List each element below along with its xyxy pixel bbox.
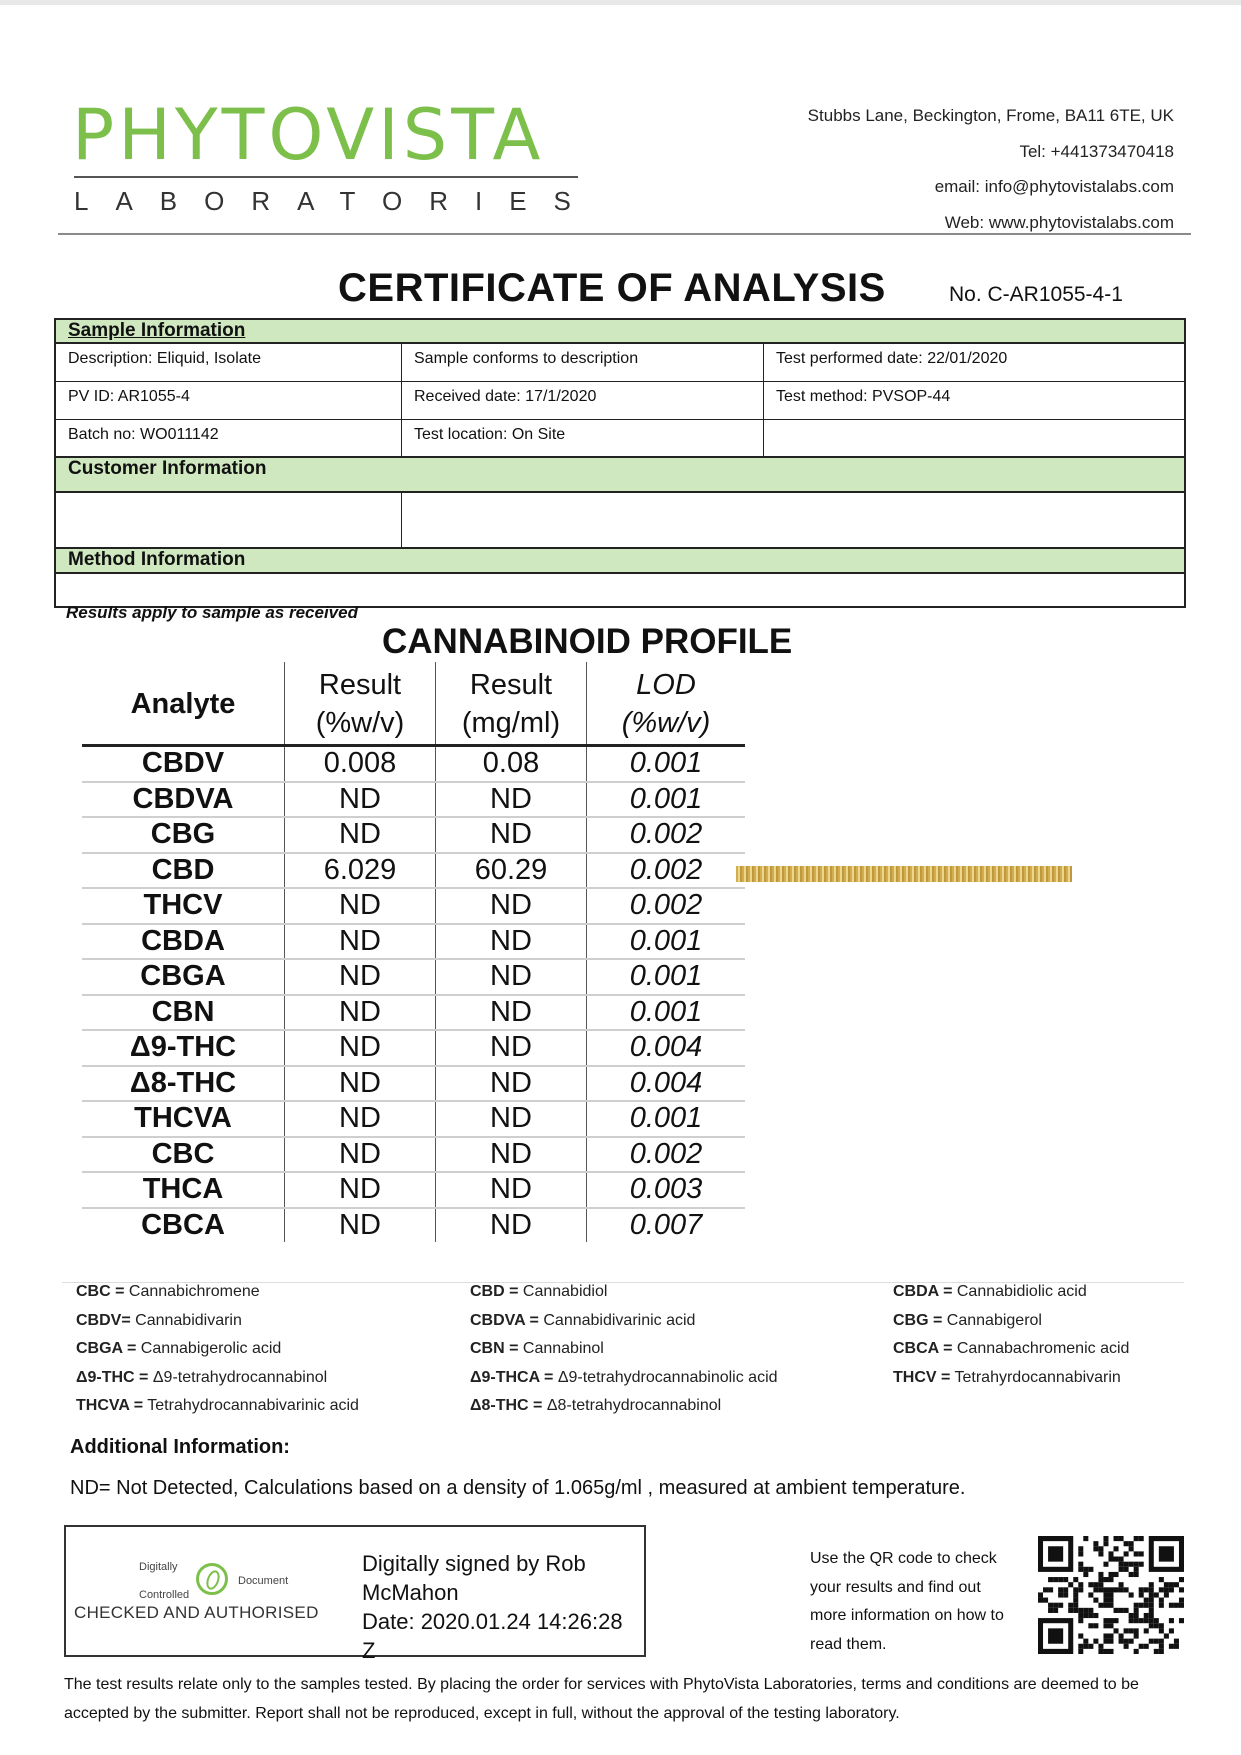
abbreviation-key: Δ9-THC = <box>76 1368 149 1386</box>
abbreviation-value: Δ9-tetrahydrocannabinolic acid <box>557 1368 778 1386</box>
analyte-cell: THCA <box>82 1172 285 1208</box>
top-border <box>0 0 1241 5</box>
abbreviation-value: Tetrahydrocannabivarinic acid <box>147 1397 359 1414</box>
signature-line: McMahon <box>362 1580 459 1605</box>
result-pct-cell: ND <box>285 1066 436 1102</box>
info-cell: Sample conforms to description <box>402 344 764 381</box>
result-pct-cell: ND <box>285 959 436 995</box>
abbreviation-value: Cannabichromene <box>128 1283 260 1300</box>
abbreviation-value: Cannabidivarinic acid <box>543 1311 696 1329</box>
table-row <box>82 1030 745 1066</box>
logo-divider <box>74 176 578 178</box>
qr-code-icon[interactable] <box>1038 1536 1184 1654</box>
lod-cell: 0.001 <box>587 746 746 782</box>
analyte-cell: CBGA <box>82 959 285 995</box>
table-header-row <box>82 662 745 746</box>
method-info-row <box>56 574 1184 606</box>
abbreviation-entry <box>76 1369 327 1387</box>
results-note: Results apply to sample as received <box>66 603 358 622</box>
abbreviation-key: CBN = <box>470 1340 519 1357</box>
lod-cell: 0.001 <box>587 1101 746 1137</box>
result-mg-cell: ND <box>436 959 587 995</box>
table-row <box>82 888 745 924</box>
result-pct-cell: ND <box>285 817 436 853</box>
lod-cell: 0.007 <box>587 1208 746 1243</box>
telephone: Tel: +441373470418 <box>1019 141 1174 161</box>
result-pct-cell: ND <box>285 888 436 924</box>
abbreviation-entry <box>470 1397 721 1415</box>
abbreviation-entry <box>893 1369 1121 1387</box>
result-mg-cell: ND <box>436 1030 587 1066</box>
table-row <box>82 1208 745 1243</box>
abbreviation-entry <box>470 1283 607 1301</box>
lod-cell: 0.004 <box>587 1066 746 1102</box>
result-pct-cell: ND <box>285 1208 436 1243</box>
abbreviation-key: Δ8-THC = <box>470 1397 543 1414</box>
abbreviation-entry <box>470 1369 778 1387</box>
analyte-header: Analyte <box>82 662 285 746</box>
result-mg-cell: ND <box>436 924 587 960</box>
abbreviation-entry <box>76 1312 242 1330</box>
result-mg-cell: ND <box>436 782 587 818</box>
checked-authorised-label: CHECKED AND AUTHORISED <box>74 1603 319 1622</box>
analyte-cell: CBC <box>82 1137 285 1173</box>
abbreviation-value: Δ9-tetrahydrocannabinol <box>152 1368 328 1386</box>
analyte-cell: CBD <box>82 853 285 889</box>
table-row <box>82 1101 745 1137</box>
result-pct-cell: 6.029 <box>285 853 436 889</box>
result-pct-cell: ND <box>285 1137 436 1173</box>
result-pct-header: Result (%w/v) <box>285 662 436 746</box>
abbreviation-key: THCV = <box>893 1368 951 1386</box>
analyte-cell: THCVA <box>82 1101 285 1137</box>
lod-cell: 0.004 <box>587 1030 746 1066</box>
abbreviation-value: Δ8-tetrahydrocannabinol <box>546 1397 722 1414</box>
header-divider <box>58 233 1191 235</box>
footer-disclaimer: The test results relate only to the samples tested. By placing the order for services with PhytoVista Laboratories, terms and conditions are deemed to be accepted by the submitter. Report shall not be reproduced, except in full, without the approval of the testing laboratory. <box>64 1676 1139 1722</box>
lod-cell: 0.002 <box>587 888 746 924</box>
abbreviation-value: Cannabachromenic acid <box>956 1340 1130 1357</box>
stamp-leaf-icon <box>196 1563 228 1595</box>
info-cell: Description: Eliquid, Isolate <box>56 344 402 381</box>
abbreviation-entry <box>470 1312 695 1330</box>
table-row <box>82 782 745 818</box>
result-mg-cell: ND <box>436 888 587 924</box>
customer-cell <box>56 493 402 547</box>
abbreviation-entry <box>893 1312 1042 1330</box>
table-row <box>82 1066 745 1102</box>
abbreviation-key: Δ9-THCA = <box>470 1368 554 1386</box>
customer-info-heading: Customer Information <box>56 458 1184 493</box>
table-row <box>82 817 745 853</box>
info-table <box>54 318 1186 608</box>
info-row <box>56 382 1184 420</box>
abbreviation-key: CBGA = <box>76 1340 137 1357</box>
table-row <box>82 959 745 995</box>
abbreviation-key: CBG = <box>893 1311 943 1329</box>
abbreviation-key: CBCA = <box>893 1340 953 1357</box>
abbreviation-key: CBDVA = <box>470 1311 539 1329</box>
lod-cell: 0.002 <box>587 853 746 889</box>
result-mg-cell: ND <box>436 1101 587 1137</box>
abbreviation-key: CBDV= <box>76 1311 131 1329</box>
abbreviation-key: CBD = <box>470 1283 519 1300</box>
abbreviation-key: CBC = <box>76 1283 125 1300</box>
abbreviation-value: Cannabidivarin <box>135 1311 242 1329</box>
stamp-label-controlled: Controlled <box>139 1589 190 1601</box>
info-cell <box>764 420 1184 456</box>
abbreviation-value: Cannabidiol <box>522 1283 608 1300</box>
info-cell: Received date: 17/1/2020 <box>402 382 764 419</box>
abbreviation-entry <box>893 1340 1129 1358</box>
sample-info-heading: Sample Information <box>56 320 1184 344</box>
address: Stubbs Lane, Beckington, Frome, BA11 6TE, UK <box>807 106 1174 125</box>
analyte-cell: CBG <box>82 817 285 853</box>
info-cell: PV ID: AR1055-4 <box>56 382 402 419</box>
result-pct-cell: 0.008 <box>285 746 436 782</box>
certificate-number: No. C-AR1055-4-1 <box>949 283 1123 306</box>
analyte-cell: CBDA <box>82 924 285 960</box>
result-mg-cell: ND <box>436 817 587 853</box>
result-mg-header: Result (mg/ml) <box>436 662 587 746</box>
lod-cell: 0.001 <box>587 782 746 818</box>
table-row <box>82 1172 745 1208</box>
result-pct-cell: ND <box>285 782 436 818</box>
lod-cell: 0.001 <box>587 959 746 995</box>
signature-date: Date: 2020.01.24 14:26:28 Z <box>362 1609 623 1663</box>
abbreviation-value: Cannabigerolic acid <box>140 1340 282 1357</box>
stamp-label-digitally: Digitally <box>139 1561 178 1573</box>
result-pct-cell: ND <box>285 1030 436 1066</box>
info-cell: Test performed date: 22/01/2020 <box>776 350 1008 367</box>
table-row <box>82 924 745 960</box>
website[interactable]: Web: www.phytovistalabs.com <box>944 212 1174 232</box>
info-cell: Test method: PVSOP-44 <box>776 388 951 405</box>
logo-subtitle: LABORATORIES <box>74 186 598 216</box>
cannabinoid-table <box>82 662 745 1242</box>
analyte-cell: CBCA <box>141 1208 225 1241</box>
result-mg-cell: 60.29 <box>436 853 587 889</box>
info-cell: Test location: On Site <box>402 420 764 456</box>
table-row <box>82 746 745 782</box>
result-mg-cell: ND <box>436 1208 587 1243</box>
result-pct-cell: ND <box>285 924 436 960</box>
contact-block <box>808 98 1174 240</box>
profile-title: CANNABINOID PROFILE <box>382 622 793 661</box>
abbreviation-entry <box>76 1283 260 1301</box>
table-row <box>82 853 745 889</box>
cannabinoid-table-body <box>82 746 745 1243</box>
abbreviation-entry <box>893 1283 1087 1301</box>
digital-signature <box>362 1549 642 1665</box>
additional-info-text: ND= Not Detected, Calculations based on a density of 1.065g/ml , measured at ambient temperature. <box>70 1477 966 1499</box>
lod-cell: 0.002 <box>587 1137 746 1173</box>
logo-wordmark: PHYTOVISTA <box>72 94 545 176</box>
decorative-bar <box>736 866 1072 882</box>
info-row <box>56 344 1184 382</box>
result-mg-cell: ND <box>436 1137 587 1173</box>
abbreviation-key: CBDA = <box>893 1283 953 1300</box>
analyte-cell: THCV <box>82 888 285 924</box>
customer-info-row <box>56 493 1184 549</box>
analyte-cell: CBN <box>82 995 285 1031</box>
qr-instructions: Use the QR code to check your results and find out more information on how to read them. <box>810 1550 1004 1653</box>
table-row <box>82 995 745 1031</box>
result-pct-cell: ND <box>285 995 436 1031</box>
result-mg-cell: ND <box>436 1066 587 1102</box>
analyte-cell: CBDVA <box>82 782 285 818</box>
lod-cell: 0.003 <box>587 1172 746 1208</box>
abbreviation-value: Cannabidiolic acid <box>956 1283 1087 1300</box>
result-pct-cell: ND <box>285 1101 436 1137</box>
document-title: CERTIFICATE OF ANALYSIS <box>338 266 886 310</box>
abbreviation-value: Tetrahyrdocannabivarin <box>954 1368 1121 1386</box>
lod-cell: 0.001 <box>587 924 746 960</box>
customer-cell <box>402 493 1184 547</box>
stamp-label-document: Document <box>238 1575 289 1587</box>
result-pct-cell: ND <box>285 1172 436 1208</box>
abbreviation-entry <box>76 1340 281 1358</box>
company-logo <box>72 94 598 220</box>
lod-cell: 0.001 <box>587 995 746 1031</box>
abbreviation-value: Cannabigerol <box>946 1311 1042 1329</box>
abbreviation-entry <box>470 1340 604 1358</box>
result-mg-cell: ND <box>436 1172 587 1208</box>
lod-header: LOD (%w/v) <box>587 662 746 746</box>
abbreviation-entry <box>76 1397 359 1415</box>
signature-box <box>64 1525 646 1663</box>
lod-cell: 0.002 <box>587 817 746 853</box>
abbreviation-value: Cannabinol <box>522 1340 604 1357</box>
email[interactable]: email: info@phytovistalabs.com <box>934 177 1174 196</box>
signature-line: Digitally signed by Rob <box>362 1551 586 1576</box>
abbreviation-key: THCVA = <box>76 1397 144 1414</box>
info-cell: Batch no: WO011142 <box>56 420 402 456</box>
analyte-cell: Δ8-THC <box>82 1066 285 1102</box>
result-mg-cell: 0.08 <box>436 746 587 782</box>
result-mg-cell: ND <box>436 995 587 1031</box>
analyte-cell: CBDV <box>82 746 285 782</box>
table-row <box>82 1137 745 1173</box>
additional-info-heading: Additional Information: <box>70 1436 290 1458</box>
info-row <box>56 420 1184 458</box>
analyte-cell: Δ9-THC <box>82 1030 285 1066</box>
method-info-heading: Method Information <box>56 549 1184 574</box>
